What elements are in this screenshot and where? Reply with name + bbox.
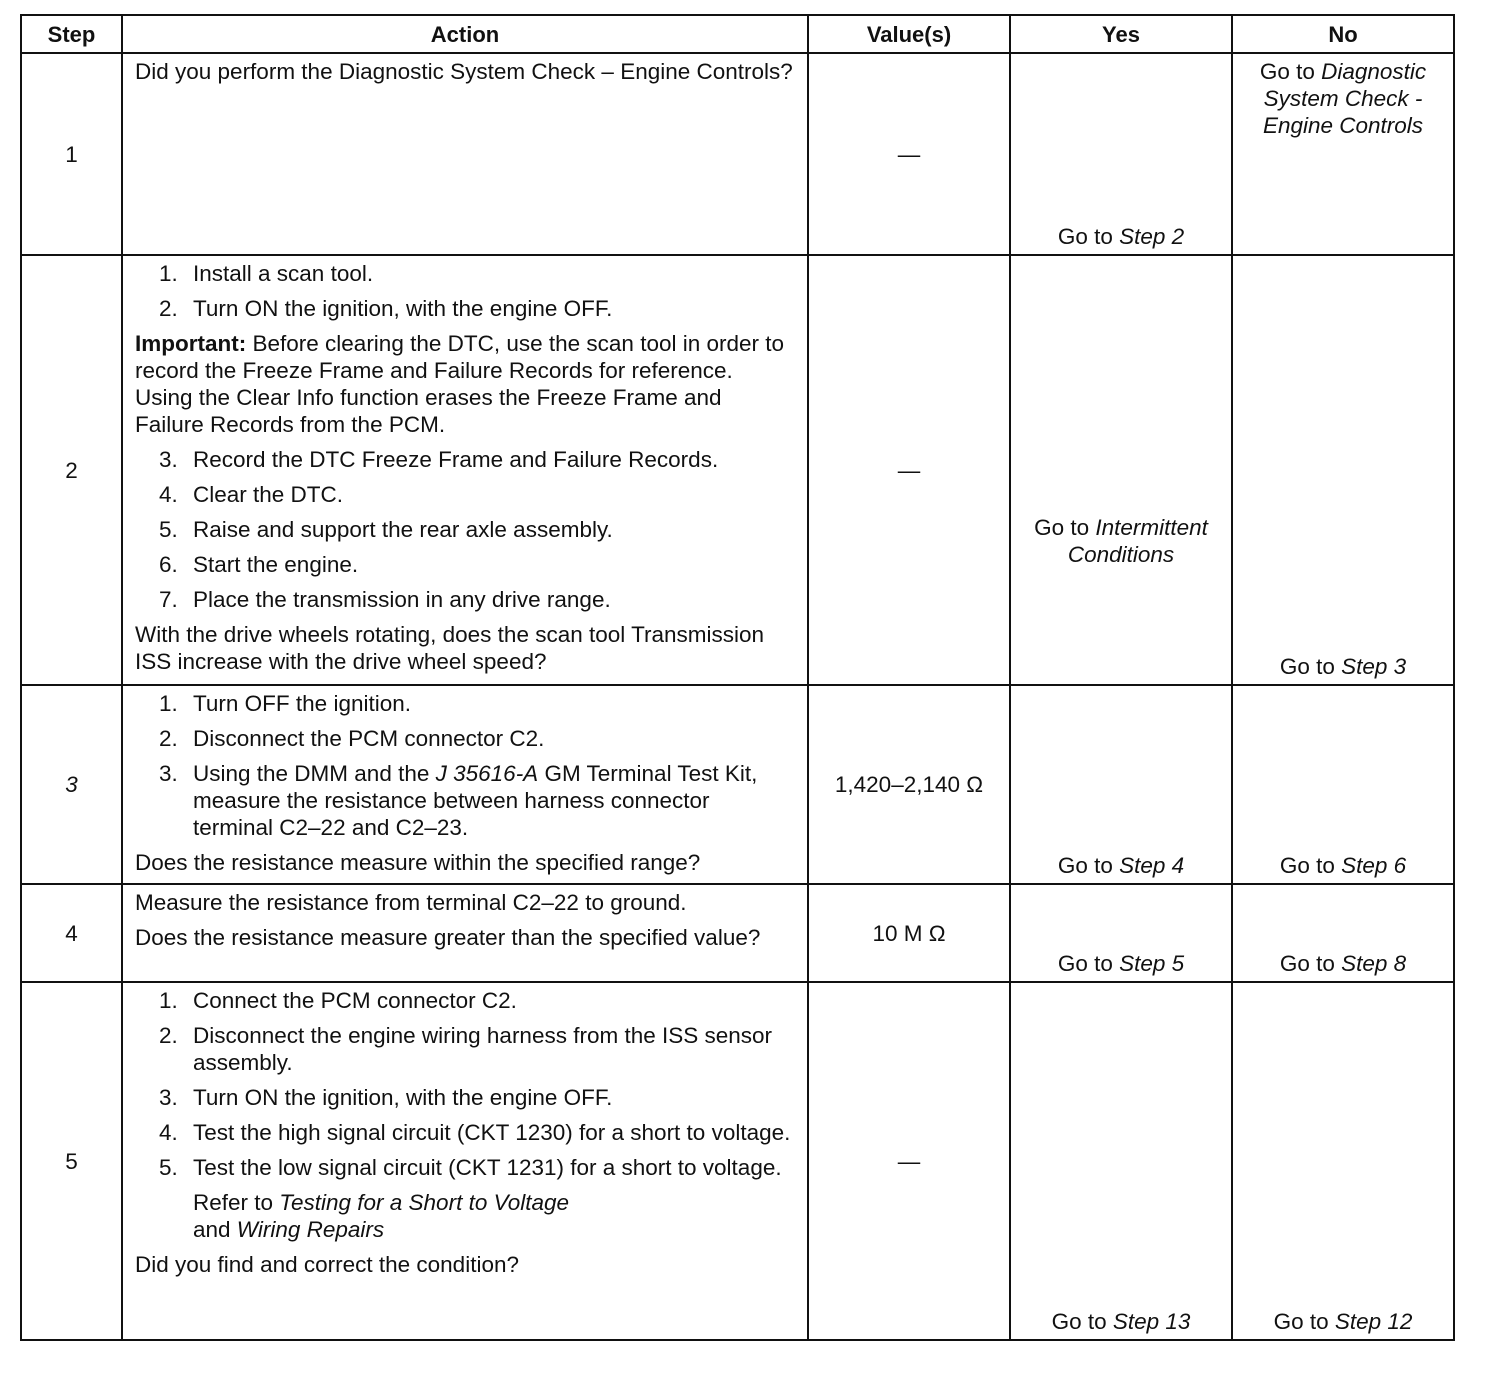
- header-action: Action: [122, 15, 808, 53]
- value-cell: 10 M Ω: [808, 884, 1010, 982]
- no-link[interactable]: Go to Step 6: [1279, 853, 1407, 878]
- list-item: 1. Turn OFF the ignition.: [159, 691, 412, 716]
- step-number: 5: [21, 982, 122, 1340]
- yes-cell: [1010, 685, 1232, 884]
- yes-link[interactable]: Go to Step 4: [1057, 853, 1185, 878]
- refer-note: Refer to Testing for a Short to Voltage and Wiring Repairs: [193, 1190, 570, 1242]
- action-cell: [122, 884, 808, 982]
- important-note: Important: Before clearing the DTC, use the scan tool in order to record the Freeze Frame and Failure Records for reference. Using the Clear Info function erases the Freeze Frame and Failure Records from the PCM.: [135, 331, 785, 437]
- header-no: No: [1232, 15, 1454, 53]
- list-item: 3. Turn ON the ignition, with the engine OFF.: [159, 1085, 613, 1110]
- no-link[interactable]: Go to Step 8: [1279, 951, 1407, 976]
- list-item: 2. Disconnect the PCM connector C2.: [159, 726, 545, 751]
- header-values: Value(s): [808, 15, 1010, 53]
- yes-cell: [1010, 53, 1232, 255]
- list-item: 7. Place the transmission in any drive range.: [159, 587, 611, 612]
- no-cell: [1232, 685, 1454, 884]
- value-cell: 1,420–2,140 Ω: [808, 685, 1010, 884]
- list-item: 5. Test the low signal circuit (CKT 1231) for a short to voltage.: [159, 1155, 782, 1180]
- list-item: 3. Record the DTC Freeze Frame and Failure Records.: [159, 447, 719, 472]
- action-text: Did you perform the Diagnostic System Check – Engine Controls?: [135, 59, 793, 84]
- value-cell: —: [808, 982, 1010, 1340]
- list-item: 2. Turn ON the ignition, with the engine OFF.: [159, 296, 613, 321]
- list-item: 3. Using the DMM and the J 35616-A GM Terminal Test Kit, measure the resistance between harness connector terminal C2–22 and C2–23.: [159, 761, 758, 840]
- list-item: 4. Clear the DTC.: [159, 482, 344, 507]
- value-cell: —: [808, 255, 1010, 685]
- refer-link-short-to-voltage[interactable]: Testing for a Short to Voltage: [279, 1190, 570, 1215]
- table-row-step-2: [21, 255, 1454, 685]
- no-cell: [1232, 884, 1454, 982]
- no-link[interactable]: Go to Diagnostic System Check - Engine Controls: [1259, 59, 1427, 138]
- no-cell: [1232, 255, 1454, 685]
- yes-link[interactable]: Go to Step 5: [1057, 951, 1185, 976]
- list-item: 4. Test the high signal circuit (CKT 1230) for a short to voltage.: [159, 1120, 791, 1145]
- list-item: 1. Install a scan tool.: [159, 261, 374, 286]
- list-item: 2. Disconnect the engine wiring harness from the ISS sensor assembly.: [159, 1023, 773, 1075]
- action-text: Measure the resistance from terminal C2–22 to ground.: [135, 890, 687, 915]
- list-item: 1. Connect the PCM connector C2.: [159, 988, 517, 1013]
- table-row-step-1: [21, 53, 1454, 255]
- action-cell: [122, 685, 808, 884]
- yes-cell: [1010, 884, 1232, 982]
- header-row: [21, 15, 1454, 53]
- step-number: 1: [21, 53, 122, 255]
- header-yes: Yes: [1010, 15, 1232, 53]
- table-row-step-4: [21, 884, 1454, 982]
- yes-cell: [1010, 982, 1232, 1340]
- no-link[interactable]: Go to Step 12: [1273, 1309, 1413, 1334]
- table-row-step-5: [21, 982, 1454, 1340]
- header-step: Step: [21, 15, 122, 53]
- question-text: Does the resistance measure greater than the specified value?: [135, 925, 761, 950]
- yes-cell: [1010, 255, 1232, 685]
- value-cell: —: [808, 53, 1010, 255]
- list-item: 6. Start the engine.: [159, 552, 359, 577]
- action-cell: [122, 982, 808, 1340]
- step-number: 4: [21, 884, 122, 982]
- step-number: 3: [21, 685, 122, 884]
- diagnostic-table: [20, 14, 1455, 1341]
- action-cell: [122, 255, 808, 685]
- question-text: With the drive wheels rotating, does the scan tool Transmission ISS increase with the drive wheel speed?: [135, 622, 765, 674]
- step-number: 2: [21, 255, 122, 685]
- question-text: Did you find and correct the condition?: [135, 1252, 519, 1277]
- refer-link-wiring-repairs[interactable]: Wiring Repairs: [236, 1217, 385, 1242]
- no-link[interactable]: Go to Step 3: [1279, 654, 1407, 679]
- table-row-step-3: [21, 685, 1454, 884]
- action-cell: [122, 53, 808, 255]
- yes-link[interactable]: Go to Step 2: [1057, 224, 1185, 249]
- yes-link[interactable]: Go to Step 13: [1051, 1309, 1191, 1334]
- yes-link[interactable]: Go to Intermittent Conditions: [1034, 515, 1208, 567]
- no-cell: [1232, 982, 1454, 1340]
- list-item: 5. Raise and support the rear axle assembly.: [159, 517, 613, 542]
- no-cell: [1232, 53, 1454, 255]
- question-text: Does the resistance measure within the specified range?: [135, 850, 701, 875]
